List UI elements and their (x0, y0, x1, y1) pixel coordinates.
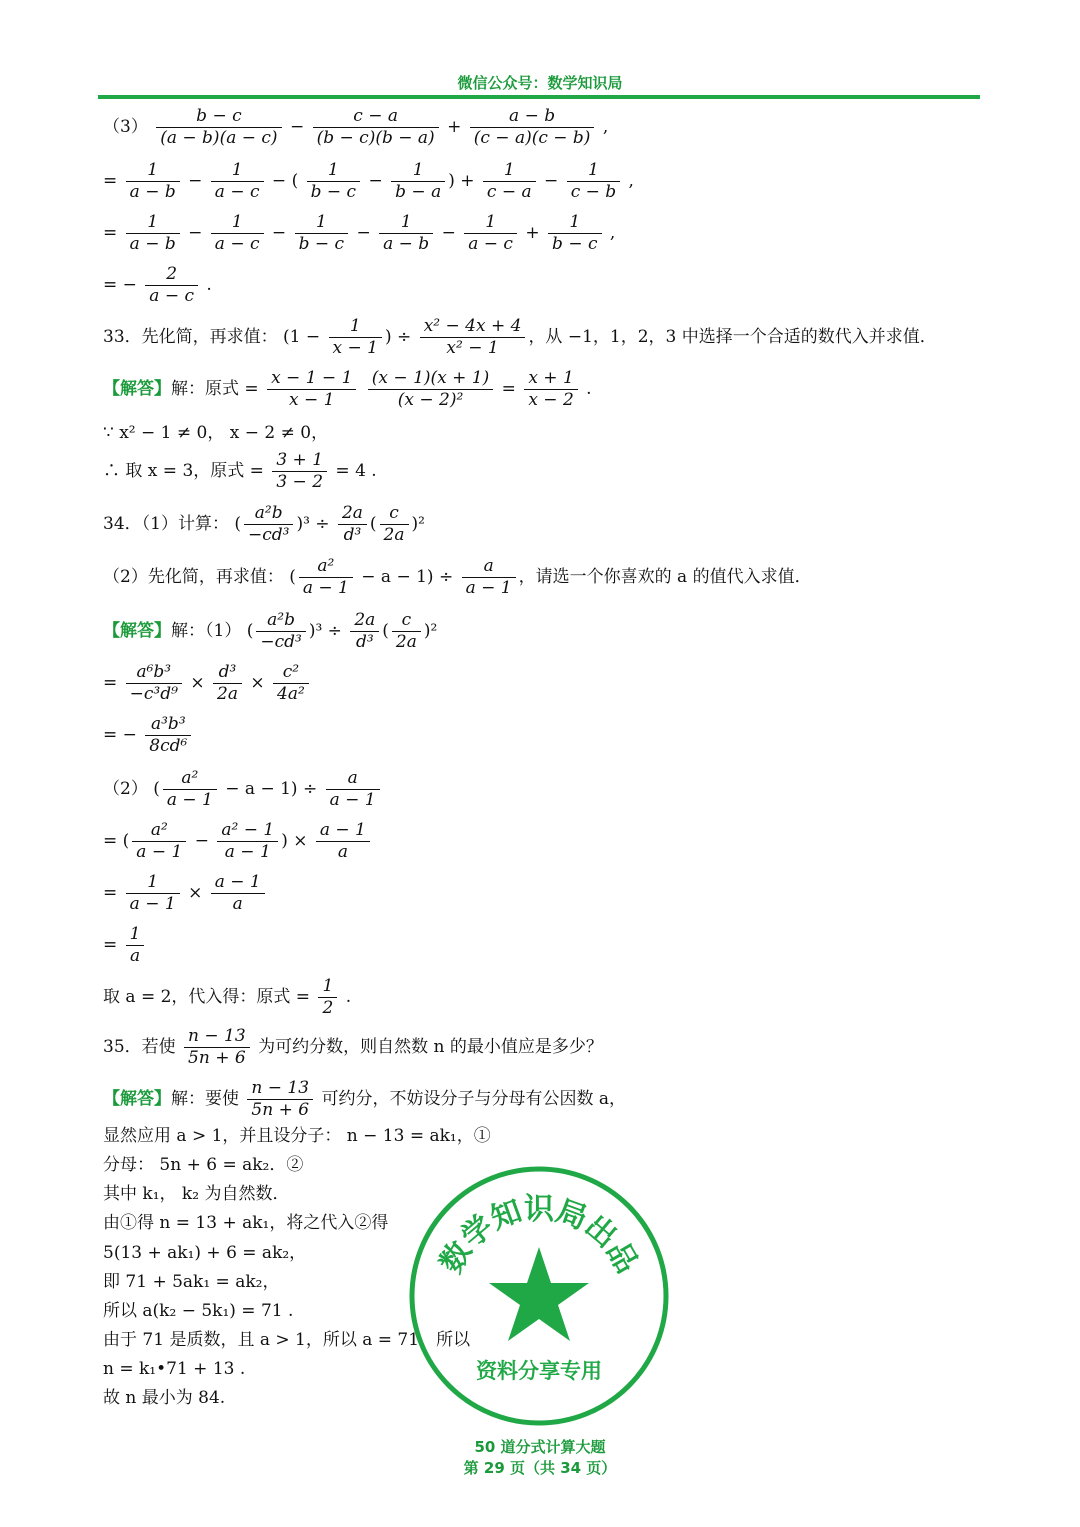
stamp-bottom-text: 资料分享专用 (476, 1359, 602, 1383)
q35-l9: 由于 71 是质数，且 a > 1，所以 a = 71，所以 (103, 1330, 471, 1350)
q35-l5: 由①得 n = 13 + ak₁，将之代入②得 (103, 1213, 389, 1233)
q34-ans2-step2: = $\frac{1}{a - 1}$ × $\frac{a - 1}{a}$ (103, 874, 268, 913)
footer-title: 50 道分式计算大题 (474, 1438, 606, 1456)
q35-l10: n = k₁•71 + 13 . (103, 1359, 246, 1379)
q33-answer: 【解答】解：原式 = $\frac{x - 1 - 1}{x - 1}$ $\frac{(x - 1)(x + 1)}{\text{(x − 2)²}}$ = $\frac{x + 1}{x - 2}$ . (103, 368, 592, 410)
stamp-seal (408, 1165, 670, 1427)
q35-question: 35．若使 $\frac{n - 13}{5n + 6}$ 为可约分数，则自然数 n 的最小值应是多少？ (103, 1026, 603, 1068)
answer-tag: 【解答】 (103, 621, 171, 641)
q35-l2: 显然应用 a > 1，并且设分子： n − 13 = ak₁，① (103, 1126, 491, 1146)
answer-tag: 【解答】 (103, 1089, 171, 1109)
q34-ans1: 【解答】解：（1） ( $\frac{\text{a²b}}{\text{−cd³}}$ )³ ÷ $\frac{2a}{\text{d³}}$ ( $\frac{c}{2a}$ )² (103, 610, 438, 652)
page-header: 微信公众号：数学知识局 (457, 74, 623, 92)
q34-ans2-step1: = ( $\frac{\text{a²}}{a - 1}$ − $\frac{\text{a² − 1}}{a - 1}$ ) × $\frac{a - 1}{a}$ (103, 822, 373, 861)
q34-ans1-step1: = $\frac{\text{a⁶b³}}{\text{−c³d⁹}}$ × $\frac{\text{d³}}{2a}$ × $\frac{\text{c²}}{\text{4a²}}$ (103, 664, 312, 703)
q33-result: ∴ 取 x = 3，原式 = $\frac{3 + 1}{3 - 2}$ = 4 . (103, 450, 377, 492)
q34-ans1-step2: = − $\frac{\text{a³b³}}{\text{8cd⁶}}$ (103, 716, 194, 755)
p3-step2: = $\frac{1}{a - b}$ − $\frac{1}{a - c}$ − $\frac{1}{b - c}$ − $\frac{1}{a - b}$ − $\frac{1}{a - c}$ + $\frac{1}{b - c}$ , (103, 212, 616, 254)
q33-question: 33．先化简，再求值： (1 − $\frac{1}{x - 1}$ ) ÷ $\frac{\text{x² − 4x + 4}}{\text{x² − 1}}$ ，从 −1，1，2，3 中选择一个合适的数代入并求值． (103, 316, 937, 358)
q35-l7: 即 71 + 5ak₁ = ak₂， (103, 1272, 280, 1292)
p3-step1: = $\frac{1}{a - b}$ − $\frac{1}{a - c}$ − ( $\frac{1}{b - c}$ − $\frac{1}{b - a}$ ) + $\frac{1}{c - a}$ − $\frac{1}{c - b}$ , (103, 160, 634, 202)
q35-l3: 分母： 5n + 6 = ak₂．② (103, 1155, 304, 1175)
p3-expression: （3） $\frac{b - c}{(a - b)(a - c)}$ − $\frac{c - a}{(b - c)(b - a)}$ + $\frac{a - b}{(c - a)(c - b)}$ , (103, 106, 609, 148)
q33-condition: ∵ x² − 1 ≠ 0， x − 2 ≠ 0， (103, 423, 329, 443)
answer-tag: 【解答】 (103, 379, 171, 399)
footer-page: 第 29 页（共 34 页） (463, 1459, 617, 1477)
stamp-top-text: 数学知识局出品 (433, 1192, 645, 1280)
q34-part2: （2）先化简，再求值： ( $\frac{\text{a²}}{a - 1}$ − a − 1) ÷ $\frac{a}{a - 1}$ ，请选一个你喜欢的 a 的值代入求值． (103, 556, 812, 598)
p3-step3: = − $\frac{2}{a - c}$ . (103, 264, 212, 306)
q35-answer-l1: 【解答】解：要使 $\frac{n - 13}{5n + 6}$ 可约分，不妨设分子与分母有公因数 a， (103, 1078, 626, 1120)
q34-ans2-step3: = $\frac{1}{a}$ (103, 926, 147, 965)
p3-label: （3） (103, 117, 148, 137)
q35-l6: 5(13 + ak₁) + 6 = ak₂， (103, 1243, 307, 1263)
q34-ans2: （2） ( $\frac{\text{a²}}{a - 1}$ − a − 1) ÷ $\frac{a}{a - 1}$ (103, 770, 383, 809)
q35-l11: 故 n 最小为 84. (103, 1388, 226, 1408)
q35-l4: 其中 k₁， k₂ 为自然数． (103, 1184, 290, 1204)
q34-part1: 34．（1）计算： ( $\frac{\text{a²b}}{\text{−cd³}}$ )³ ÷ $\frac{2a}{\text{d³}}$ ( $\frac{c}{2a}$ )² (103, 503, 425, 545)
q35-l8: 所以 a(k₂ − 5k₁) = 71 . (103, 1301, 294, 1321)
q34-result: 取 a = 2，代入得：原式 = $\frac{1}{2}$ . (103, 976, 352, 1018)
header-rule (98, 95, 980, 99)
star-icon (489, 1247, 589, 1341)
